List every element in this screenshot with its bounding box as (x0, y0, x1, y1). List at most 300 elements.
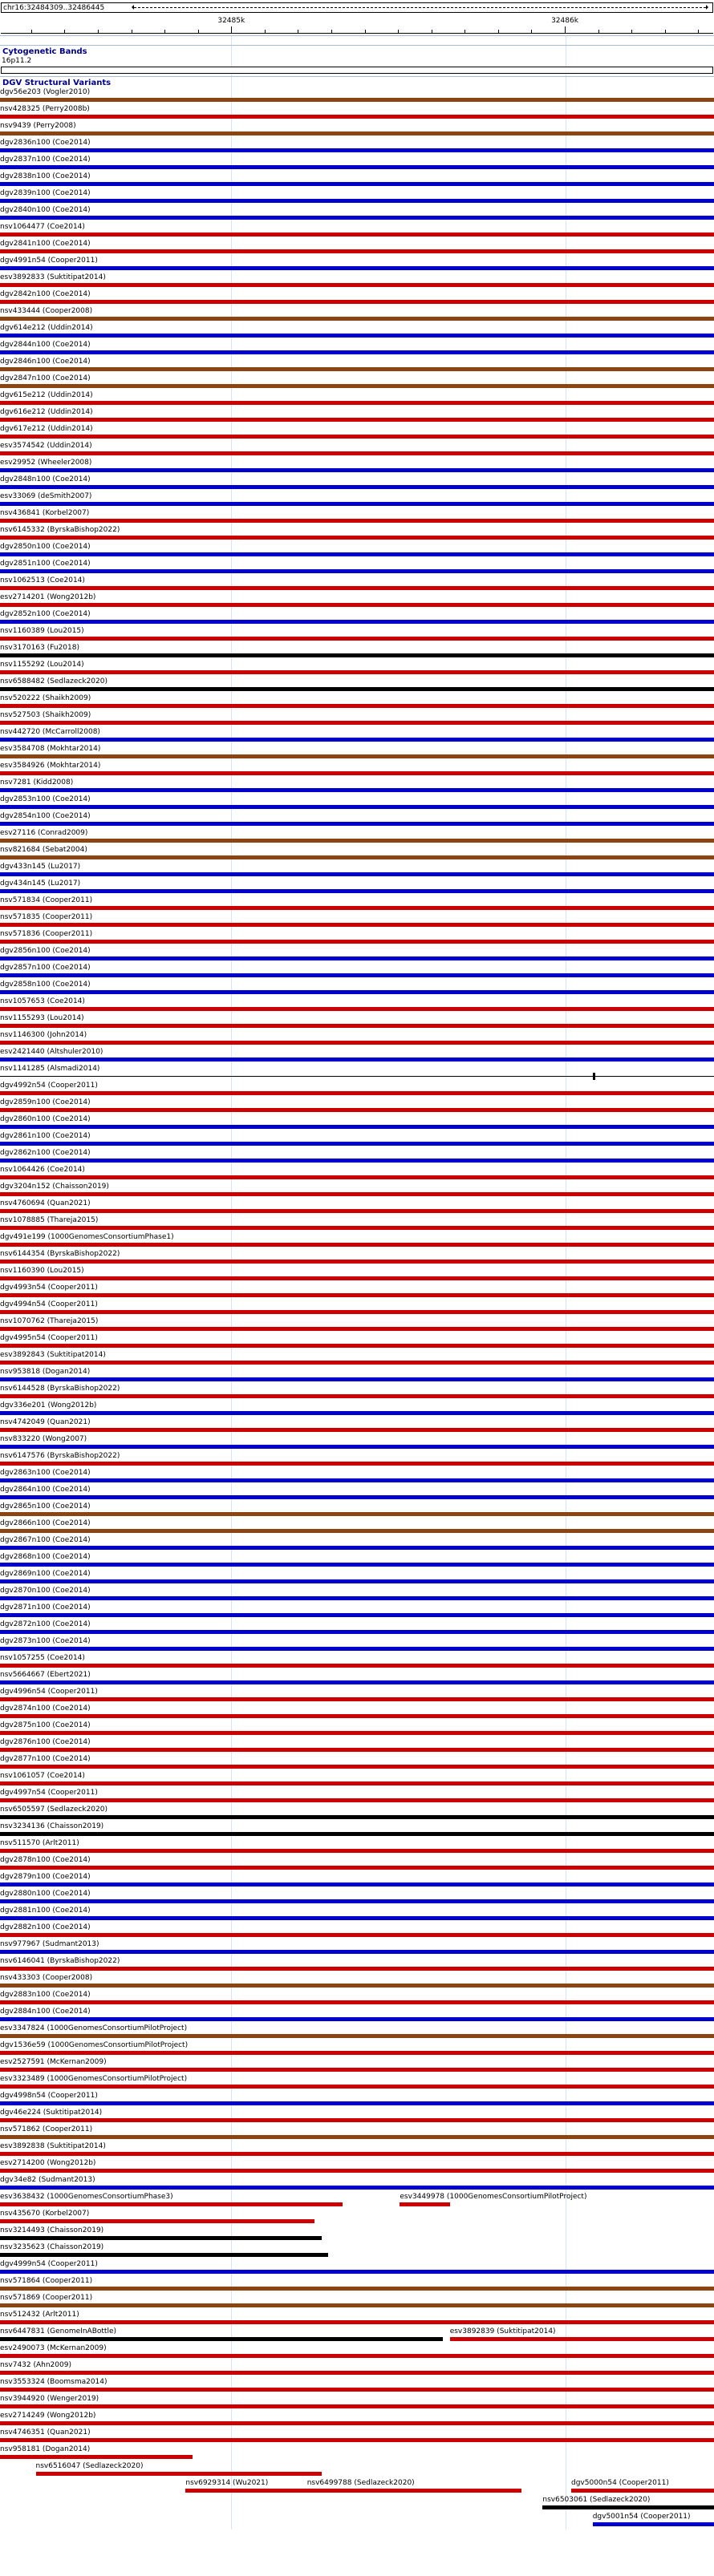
variant-bar[interactable] (0, 401, 714, 405)
variant-label[interactable]: nsv442720 (McCarroll2008) (0, 728, 100, 736)
variant-bar[interactable] (0, 855, 714, 859)
variant-bar[interactable] (0, 1445, 714, 1449)
variant-label[interactable]: nsv1160389 (Lou2015) (0, 627, 84, 635)
variant-bar[interactable] (0, 1815, 714, 1819)
variant-label[interactable]: dgv2854n100 (Coe2014) (0, 812, 91, 820)
variant-bar[interactable] (0, 435, 714, 439)
variant-bar[interactable] (0, 990, 714, 994)
variant-label[interactable]: nsv1057255 (Coe2014) (0, 1654, 85, 1662)
variant-label[interactable]: esv3449978 (1000GenomesConsortiumPilotProject) (400, 2193, 587, 2201)
variant-bar[interactable] (0, 266, 714, 270)
variant-label[interactable]: dgv2847n100 (Coe2014) (0, 374, 91, 382)
variant-bar[interactable] (0, 1832, 714, 1836)
variant-label[interactable]: dgv614e212 (Uddin2014) (0, 324, 93, 332)
variant-label[interactable]: nsv6505597 (Sedlazeck2020) (0, 1806, 108, 1814)
variant-label[interactable]: dgv2872n100 (Coe2014) (0, 1620, 91, 1628)
variant-bar[interactable] (0, 1899, 714, 1903)
variant-label[interactable]: nsv958181 (Dogan2014) (0, 2445, 91, 2453)
variant-label[interactable]: nsv821684 (Sebat2004) (0, 846, 87, 854)
variant-label[interactable]: nsv6146041 (ByrskaBishop2022) (0, 1957, 120, 1965)
variant-bar[interactable] (0, 1798, 714, 1802)
variant-label[interactable]: esv3347824 (1000GenomesConsortiumPilotProject) (0, 2024, 188, 2032)
variant-bar[interactable] (0, 1159, 714, 1163)
variant-bar[interactable] (0, 620, 714, 624)
variant-label[interactable]: esv3584926 (Mokhtar2014) (0, 762, 101, 770)
variant-bar[interactable] (0, 1192, 714, 1196)
variant-bar[interactable] (0, 1647, 714, 1651)
variant-label[interactable]: esv2527591 (McKernan2009) (0, 2058, 107, 2066)
variant-bar[interactable] (0, 2051, 714, 2055)
variant-bar[interactable] (0, 1108, 714, 1112)
variant-bar[interactable] (0, 1933, 714, 1937)
variant-bar[interactable] (0, 468, 714, 472)
variant-bar[interactable] (0, 704, 714, 708)
variant-label[interactable]: nsv6147576 (ByrskaBishop2022) (0, 1452, 120, 1460)
variant-label[interactable]: dgv616e212 (Uddin2014) (0, 408, 93, 416)
variant-bar[interactable] (0, 1344, 714, 1348)
variant-bar[interactable] (0, 637, 714, 641)
variant-label[interactable]: dgv4995n54 (Cooper2011) (0, 1334, 98, 1342)
variant-bar[interactable] (0, 1714, 714, 1718)
variant-bar[interactable] (0, 216, 714, 220)
variant-label[interactable]: nsv833220 (Wong2007) (0, 1435, 87, 1443)
variant-label[interactable]: nsv571864 (Cooper2011) (0, 2277, 93, 2285)
variant-label[interactable]: dgv2856n100 (Coe2014) (0, 947, 91, 955)
variant-label[interactable]: nsv433444 (Cooper2008) (0, 307, 93, 315)
variant-label[interactable]: dgv5000n54 (Cooper2011) (571, 2479, 669, 2487)
variant-label[interactable]: dgv4998n54 (Cooper2011) (0, 2092, 98, 2100)
variant-label[interactable]: nsv4742049 (Quan2021) (0, 1418, 91, 1426)
variant-label[interactable]: dgv2864n100 (Coe2014) (0, 1486, 91, 1494)
variant-label[interactable]: esv2490073 (McKernan2009) (0, 2344, 107, 2352)
variant-bar[interactable] (0, 940, 714, 944)
variant-label[interactable]: dgv2867n100 (Coe2014) (0, 1536, 91, 1544)
variant-label[interactable]: dgv2836n100 (Coe2014) (0, 139, 91, 147)
variant-bar[interactable] (0, 1226, 714, 1230)
variant-bar[interactable] (0, 1529, 714, 1533)
variant-bar[interactable] (0, 552, 714, 556)
variant-bar[interactable] (0, 1967, 714, 1971)
variant-label[interactable]: dgv2848n100 (Coe2014) (0, 475, 91, 483)
variant-label[interactable]: nsv6588482 (Sedlazeck2020) (0, 677, 108, 685)
variant-label[interactable]: dgv2874n100 (Coe2014) (0, 1705, 91, 1713)
variant-label[interactable]: nsv520222 (Shaikh2009) (0, 694, 91, 702)
variant-bar[interactable] (0, 1057, 714, 1062)
variant-bar[interactable] (0, 872, 714, 876)
variant-label[interactable]: nsv6929314 (Wu2021) (185, 2479, 269, 2487)
variant-label[interactable]: dgv2839n100 (Coe2014) (0, 189, 91, 197)
variant-label[interactable]: nsv3944920 (Wenger2019) (0, 2395, 99, 2403)
variant-label[interactable]: nsv6503061 (Sedlazeck2020) (542, 2496, 651, 2504)
variant-bar[interactable] (0, 687, 714, 691)
variant-bar[interactable] (0, 2287, 714, 2291)
variant-label[interactable]: nsv527503 (Shaikh2009) (0, 711, 91, 719)
variant-label[interactable]: dgv56e203 (Vogler2010) (0, 88, 91, 96)
variant-bar[interactable] (0, 1866, 714, 1870)
variant-bar[interactable] (0, 1630, 714, 1634)
variant-label[interactable]: dgv2870n100 (Coe2014) (0, 1587, 91, 1595)
variant-bar[interactable] (0, 839, 714, 843)
variant-label[interactable]: nsv1064477 (Coe2014) (0, 223, 85, 231)
variant-bar[interactable] (0, 1680, 714, 1684)
variant-label[interactable]: nsv1061057 (Coe2014) (0, 1772, 85, 1780)
variant-bar[interactable] (0, 2034, 714, 2038)
base-position-ruler[interactable] (1, 14, 713, 34)
variant-bar[interactable] (0, 1024, 714, 1028)
variant-bar[interactable] (542, 2505, 714, 2509)
variant-bar[interactable] (0, 502, 714, 506)
variant-bar[interactable] (0, 2000, 714, 2004)
variant-bar[interactable] (0, 2371, 714, 2375)
variant-bar[interactable] (0, 1495, 714, 1499)
variant-label[interactable]: nsv571869 (Cooper2011) (0, 2294, 93, 2302)
variant-bar[interactable] (0, 451, 714, 455)
variant-label[interactable]: nsv3214493 (Chaisson2019) (0, 2226, 104, 2234)
variant-bar[interactable] (0, 1310, 714, 1314)
variant-label[interactable]: esv27116 (Conrad2009) (0, 829, 88, 837)
variant-label[interactable]: nsv1062513 (Coe2014) (0, 576, 85, 584)
variant-bar[interactable] (0, 165, 714, 169)
variant-label[interactable]: dgv2840n100 (Coe2014) (0, 206, 91, 214)
variant-label[interactable]: nsv7432 (Ahn2009) (0, 2361, 71, 2369)
variant-label[interactable]: nsv1064426 (Coe2014) (0, 1166, 85, 1174)
variant-bar[interactable] (0, 1243, 714, 1247)
variant-label[interactable]: dgv2841n100 (Coe2014) (0, 240, 91, 248)
variant-bar[interactable] (0, 334, 714, 338)
variant-label[interactable]: nsv6144354 (ByrskaBishop2022) (0, 1250, 120, 1258)
variant-bar[interactable] (0, 2101, 714, 2105)
variant-bar[interactable] (0, 1512, 714, 1516)
variant-label[interactable]: dgv2842n100 (Coe2014) (0, 290, 91, 298)
variant-bar[interactable] (0, 2236, 322, 2240)
variant-label[interactable]: dgv615e212 (Uddin2014) (0, 391, 93, 399)
variant-bar[interactable] (0, 233, 714, 237)
variant-bar[interactable] (0, 2303, 714, 2307)
variant-bar[interactable] (0, 2421, 714, 2425)
variant-bar[interactable] (0, 2169, 714, 2173)
variant-label[interactable]: esv3323489 (1000GenomesConsortiumPilotProject) (0, 2075, 188, 2083)
variant-bar[interactable] (0, 98, 714, 102)
variant-bar[interactable] (0, 317, 714, 321)
variant-bar[interactable] (0, 1175, 714, 1179)
variant-bar[interactable] (0, 2152, 714, 2156)
variant-label[interactable]: dgv2846n100 (Coe2014) (0, 358, 91, 366)
variant-bar[interactable] (0, 1125, 714, 1129)
variant-label[interactable]: dgv46e224 (Suktitipat2014) (0, 2109, 103, 2117)
variant-bar[interactable] (0, 1411, 714, 1415)
variant-bar[interactable] (450, 2337, 714, 2341)
variant-label[interactable]: nsv5664667 (Ebert2021) (0, 1671, 91, 1679)
variant-label[interactable]: nsv571862 (Cooper2011) (0, 2125, 93, 2133)
variant-label[interactable]: nsv953818 (Dogan2014) (0, 1368, 91, 1376)
variant-label[interactable]: nsv1155292 (Lou2014) (0, 661, 84, 669)
variant-label[interactable]: dgv2860n100 (Coe2014) (0, 1115, 91, 1123)
variant-label[interactable]: dgv2869n100 (Coe2014) (0, 1570, 91, 1578)
variant-label[interactable]: esv2714200 (Wong2012b) (0, 2159, 96, 2167)
variant-bar[interactable] (0, 249, 714, 253)
variant-label[interactable]: esv3892839 (Suktitipat2014) (449, 2327, 556, 2335)
variant-bar[interactable] (0, 1765, 714, 1769)
variant-bar[interactable] (0, 1849, 714, 1853)
variant-bar[interactable] (593, 2522, 714, 2526)
variant-bar[interactable] (0, 569, 714, 573)
variant-label[interactable]: dgv2851n100 (Coe2014) (0, 560, 91, 568)
variant-label[interactable]: dgv4992n54 (Cooper2011) (0, 1082, 98, 1090)
variant-bar[interactable] (0, 2068, 714, 2072)
variant-label[interactable]: nsv1146300 (John2014) (0, 1031, 87, 1039)
variant-bar[interactable] (0, 1462, 714, 1466)
variant-bar[interactable] (0, 923, 714, 927)
variant-bar[interactable] (0, 889, 714, 893)
variant-bar[interactable] (0, 2388, 714, 2392)
variant-bar[interactable] (0, 2320, 714, 2324)
variant-label[interactable]: esv3574542 (Uddin2014) (0, 442, 92, 450)
variant-bar[interactable] (0, 384, 714, 388)
variant-label[interactable]: dgv2852n100 (Coe2014) (0, 610, 91, 618)
variant-label[interactable]: dgv2838n100 (Coe2014) (0, 172, 91, 180)
variant-label[interactable]: dgv2879n100 (Coe2014) (0, 1873, 91, 1881)
variant-bar[interactable] (0, 1076, 714, 1077)
variant-bar[interactable] (0, 2404, 714, 2408)
variant-label[interactable]: dgv2880n100 (Coe2014) (0, 1890, 91, 1898)
variant-label[interactable]: dgv2877n100 (Coe2014) (0, 1755, 91, 1763)
variant-label[interactable]: nsv1057653 (Coe2014) (0, 997, 85, 1005)
variant-label[interactable]: nsv9439 (Perry2008) (0, 122, 76, 130)
variant-label[interactable]: dgv336e201 (Wong2012b) (0, 1401, 97, 1409)
variant-label[interactable]: dgv2853n100 (Coe2014) (0, 795, 91, 803)
variant-bar[interactable] (0, 1697, 714, 1701)
variant-bar[interactable] (0, 1007, 714, 1011)
variant-label[interactable]: nsv6145332 (ByrskaBishop2022) (0, 526, 120, 534)
variant-bar[interactable] (0, 536, 714, 540)
variant-label[interactable]: esv3584708 (Mokhtar2014) (0, 745, 101, 753)
variant-bar[interactable] (0, 1596, 714, 1600)
variant-label[interactable]: dgv3204n152 (Chaisson2019) (0, 1183, 109, 1191)
variant-label[interactable]: dgv617e212 (Uddin2014) (0, 425, 93, 433)
variant-label[interactable]: dgv2875n100 (Coe2014) (0, 1721, 91, 1729)
variant-bar[interactable] (571, 2489, 714, 2493)
variant-bar[interactable] (0, 2202, 343, 2206)
variant-bar[interactable] (0, 485, 714, 489)
variant-bar[interactable] (0, 2219, 314, 2223)
variant-bar[interactable] (0, 300, 714, 304)
variant-label[interactable]: dgv2871n100 (Coe2014) (0, 1603, 91, 1612)
variant-label[interactable]: dgv2844n100 (Coe2014) (0, 341, 91, 349)
variant-label[interactable]: nsv3553324 (Boomsma2014) (0, 2378, 108, 2386)
variant-bar[interactable] (0, 1613, 714, 1617)
variant-bar[interactable] (0, 1731, 714, 1735)
variant-bar[interactable] (0, 670, 714, 674)
variant-label[interactable]: nsv1160390 (Lou2015) (0, 1267, 84, 1275)
variant-label[interactable]: dgv2837n100 (Coe2014) (0, 156, 91, 164)
variant-label[interactable]: dgv2857n100 (Coe2014) (0, 964, 91, 972)
variant-bar[interactable] (0, 1293, 714, 1297)
variant-label[interactable]: dgv4997n54 (Cooper2011) (0, 1789, 98, 1797)
variant-bar[interactable] (307, 2489, 521, 2493)
variant-bar[interactable] (0, 131, 714, 135)
variant-bar[interactable] (0, 367, 714, 371)
variant-label[interactable]: esv29952 (Wheeler2008) (0, 459, 92, 467)
variant-label[interactable]: nsv436841 (Korbel2007) (0, 509, 90, 517)
variant-bar[interactable] (0, 973, 714, 977)
variant-label[interactable]: dgv2884n100 (Coe2014) (0, 2008, 91, 2016)
variant-bar[interactable] (0, 1428, 714, 1432)
variant-label[interactable]: dgv2878n100 (Coe2014) (0, 1856, 91, 1864)
variant-label[interactable]: dgv2861n100 (Coe2014) (0, 1132, 91, 1140)
variant-bar[interactable] (0, 1664, 714, 1668)
variant-bar[interactable] (0, 1781, 714, 1785)
variant-label[interactable]: dgv4991n54 (Cooper2011) (0, 257, 98, 265)
cytoband-bar[interactable] (1, 67, 713, 74)
variant-label[interactable]: dgv1536e59 (1000GenomesConsortiumPilotProject) (0, 2041, 189, 2049)
variant-bar[interactable] (0, 2118, 714, 2122)
variant-label[interactable]: esv2421440 (Altshuler2010) (0, 1048, 103, 1056)
variant-bar[interactable] (0, 2085, 714, 2089)
variant-bar[interactable] (0, 148, 714, 152)
variant-bar[interactable] (0, 603, 714, 607)
variant-label[interactable]: nsv4760694 (Quan2021) (0, 1199, 91, 1207)
variant-bar[interactable] (0, 586, 714, 590)
variant-label[interactable]: nsv6499788 (Sedlazeck2020) (306, 2479, 415, 2487)
variant-bar[interactable] (0, 1579, 714, 1583)
variant-label[interactable]: nsv3234136 (Chaisson2019) (0, 1822, 104, 1830)
variant-label[interactable]: nsv571836 (Cooper2011) (0, 930, 93, 938)
variant-label[interactable]: dgv2863n100 (Coe2014) (0, 1469, 91, 1477)
variant-bar[interactable] (0, 822, 714, 826)
variant-label[interactable]: esv2714249 (Wong2012b) (0, 2412, 96, 2420)
variant-bar[interactable] (0, 1209, 714, 1213)
variant-bar[interactable] (0, 1984, 714, 1988)
variant-label[interactable]: nsv1078885 (Thareja2015) (0, 1216, 99, 1224)
variant-label[interactable]: esv3638432 (1000GenomesConsortiumPhase3) (0, 2193, 173, 2201)
variant-bar[interactable] (0, 2253, 328, 2257)
variant-label[interactable]: dgv4996n54 (Cooper2011) (0, 1688, 98, 1696)
variant-bar[interactable] (0, 754, 714, 758)
variant-label[interactable]: dgv2865n100 (Coe2014) (0, 1502, 91, 1510)
variant-label[interactable]: nsv6516047 (Sedlazeck2020) (35, 2462, 144, 2470)
variant-bar[interactable] (0, 2438, 714, 2442)
variant-bar[interactable] (0, 2270, 714, 2274)
variant-label[interactable]: dgv2882n100 (Coe2014) (0, 1923, 91, 1931)
variant-bar[interactable] (0, 805, 714, 809)
variant-bar[interactable] (0, 1142, 714, 1146)
variant-label[interactable]: dgv4994n54 (Cooper2011) (0, 1300, 98, 1308)
variant-bar[interactable] (0, 1882, 714, 1887)
variant-label[interactable]: dgv34e82 (Sudmant2013) (0, 2176, 95, 2184)
variant-label[interactable]: dgv2859n100 (Coe2014) (0, 1098, 91, 1106)
variant-label[interactable]: dgv2883n100 (Coe2014) (0, 1991, 91, 1999)
variant-label[interactable]: dgv2862n100 (Coe2014) (0, 1149, 91, 1157)
variant-bar[interactable] (0, 418, 714, 422)
variant-bar[interactable] (0, 738, 714, 742)
variant-label[interactable]: nsv3235623 (Chaisson2019) (0, 2243, 104, 2251)
variant-bar[interactable] (0, 2337, 443, 2341)
variant-bar[interactable] (0, 1377, 714, 1381)
variant-label[interactable]: esv3892833 (Suktitipat2014) (0, 273, 106, 281)
variant-label[interactable]: dgv4993n54 (Cooper2011) (0, 1284, 98, 1292)
variant-bar[interactable] (0, 721, 714, 725)
variant-bar[interactable] (0, 906, 714, 910)
variant-label[interactable]: nsv428325 (Perry2008b) (0, 105, 90, 113)
variant-bar[interactable] (0, 2017, 714, 2021)
variant-bar[interactable] (0, 350, 714, 354)
variant-bar[interactable] (0, 1748, 714, 1752)
variant-bar[interactable] (0, 1394, 714, 1398)
variant-bar[interactable] (0, 1091, 714, 1095)
variant-label[interactable]: nsv1141285 (Alsmadi2014) (0, 1065, 100, 1073)
variant-label[interactable]: esv3892843 (Suktitipat2014) (0, 1351, 106, 1359)
variant-label[interactable]: dgv2858n100 (Coe2014) (0, 981, 91, 989)
variant-bar[interactable] (0, 1563, 714, 1567)
variant-bar[interactable] (400, 2202, 449, 2206)
variant-label[interactable]: nsv1070762 (Thareja2015) (0, 1317, 99, 1325)
variant-label[interactable]: dgv5001n54 (Cooper2011) (592, 2513, 691, 2521)
variant-bar[interactable] (0, 1950, 714, 1954)
variant-label[interactable]: dgv2881n100 (Coe2014) (0, 1907, 91, 1915)
variant-label[interactable]: nsv977967 (Sudmant2013) (0, 1940, 99, 1948)
variant-bar[interactable] (0, 1041, 714, 1045)
variant-label[interactable]: nsv4746351 (Quan2021) (0, 2428, 91, 2436)
variant-label[interactable]: dgv2868n100 (Coe2014) (0, 1553, 91, 1561)
variant-label[interactable]: nsv1155293 (Lou2014) (0, 1014, 84, 1022)
variant-bar[interactable] (0, 2186, 714, 2190)
variant-label[interactable]: dgv4999n54 (Cooper2011) (0, 2260, 98, 2268)
variant-bar[interactable] (0, 2135, 714, 2139)
variant-bar[interactable] (36, 2472, 322, 2476)
variant-label[interactable]: nsv512432 (Arlt2011) (0, 2311, 79, 2319)
variant-label[interactable]: esv33069 (deSmith2007) (0, 492, 92, 500)
variant-label[interactable]: dgv2866n100 (Coe2014) (0, 1519, 91, 1527)
variant-bar[interactable] (0, 1276, 714, 1280)
variant-label[interactable]: dgv2850n100 (Coe2014) (0, 543, 91, 551)
variant-bar[interactable] (0, 2354, 714, 2358)
track-title-dgv[interactable]: DGV Structural Variants (2, 79, 112, 87)
variant-bar[interactable] (0, 115, 714, 119)
variant-bar[interactable] (0, 1361, 714, 1365)
variant-bar[interactable] (0, 1478, 714, 1482)
variant-label[interactable]: dgv434n145 (Lu2017) (0, 880, 81, 888)
variant-label[interactable]: esv3892838 (Suktitipat2014) (0, 2142, 106, 2150)
variant-bar[interactable] (0, 2455, 193, 2459)
variant-label[interactable]: nsv511570 (Arlt2011) (0, 1839, 79, 1847)
variant-label[interactable]: nsv435670 (Korbel2007) (0, 2210, 90, 2218)
variant-label[interactable]: nsv6144528 (ByrskaBishop2022) (0, 1385, 120, 1393)
variant-label[interactable]: nsv6447831 (GenomeInABottle) (0, 2327, 117, 2335)
track-title-cytobands[interactable]: Cytogenetic Bands (2, 47, 87, 56)
variant-bar[interactable] (0, 771, 714, 775)
variant-label[interactable]: dgv491e199 (1000GenomesConsortiumPhase1) (0, 1233, 174, 1241)
variant-label[interactable]: dgv433n145 (Lu2017) (0, 863, 81, 871)
variant-bar[interactable] (0, 283, 714, 287)
variant-bar[interactable] (0, 1916, 714, 1920)
variant-bar[interactable] (0, 182, 714, 186)
variant-bar[interactable] (0, 199, 714, 203)
variant-label[interactable]: nsv571834 (Cooper2011) (0, 896, 93, 904)
variant-bar[interactable] (0, 1546, 714, 1550)
variant-label[interactable]: esv2714201 (Wong2012b) (0, 593, 96, 601)
variant-bar[interactable] (0, 1260, 714, 1264)
variant-bar[interactable] (0, 956, 714, 960)
variant-bar[interactable] (0, 653, 714, 657)
variant-label[interactable]: nsv433303 (Cooper2008) (0, 1974, 93, 1982)
variant-bar[interactable] (0, 519, 714, 523)
variant-label[interactable]: nsv7281 (Kidd2008) (0, 778, 74, 787)
variant-label[interactable]: nsv3170163 (Fu2018) (0, 644, 79, 652)
variant-bar[interactable] (0, 1327, 714, 1331)
variant-bar[interactable] (0, 788, 714, 792)
variant-label[interactable]: dgv2876n100 (Coe2014) (0, 1738, 91, 1746)
variant-label[interactable]: dgv2873n100 (Coe2014) (0, 1637, 91, 1645)
